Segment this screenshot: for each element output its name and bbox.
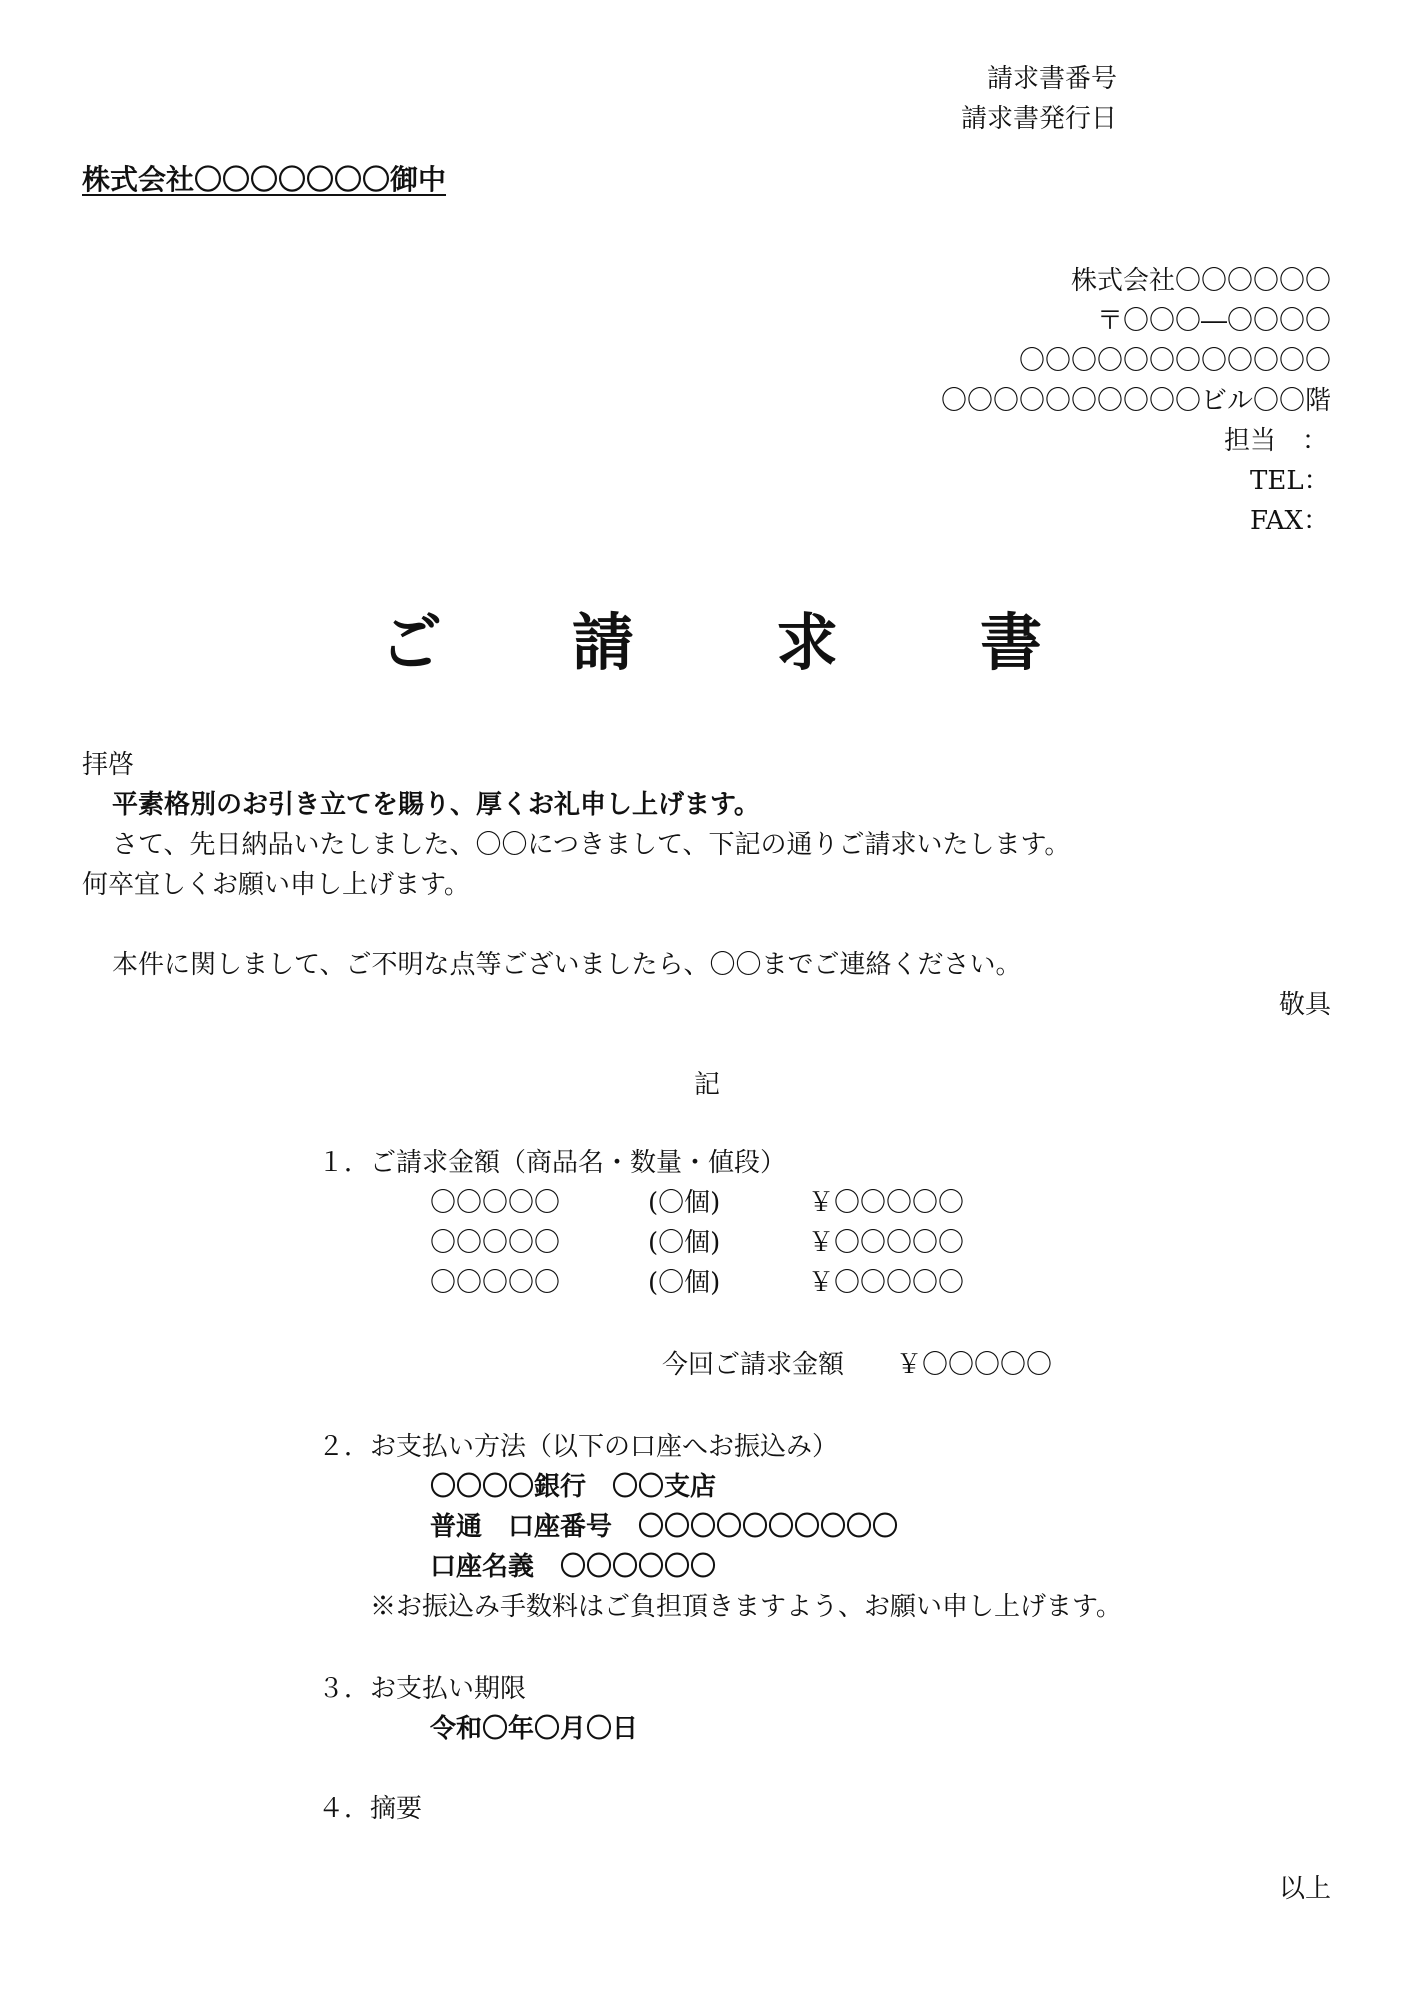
sender-fax-label: FAX：	[1250, 506, 1330, 536]
item-2-qty: (〇個)	[648, 1228, 721, 1258]
section-1-heading: １．ご請求金額（商品名・数量・値段）	[318, 1148, 787, 1178]
sender-contact-label: 担当 ：	[1224, 426, 1329, 456]
bank-name: 〇〇〇〇銀行 〇〇支店	[430, 1472, 717, 1502]
body-line-3: 何卒宜しくお願い申し上げます。	[82, 870, 470, 900]
recipient-name: 株式会社〇〇〇〇〇〇〇御中	[82, 163, 447, 196]
item-2-price: ￥〇〇〇〇〇	[808, 1228, 965, 1258]
item-1-qty: (〇個)	[648, 1188, 721, 1218]
body-line-1: 平素格別のお引き立てを賜り、厚くお礼申し上げます。	[112, 790, 760, 820]
sender-address-2: 〇〇〇〇〇〇〇〇〇〇ビル〇〇階	[940, 386, 1331, 416]
section-3-heading: ３．お支払い期限	[318, 1674, 527, 1704]
item-1-price: ￥〇〇〇〇〇	[808, 1188, 965, 1218]
payment-deadline: 令和〇年〇月〇日	[430, 1714, 639, 1744]
sender-tel-label: TEL：	[1250, 466, 1330, 496]
end-marker: 以上	[1278, 1874, 1331, 1904]
item-3-price: ￥〇〇〇〇〇	[808, 1268, 965, 1298]
title-char-4: 書	[980, 606, 1043, 679]
item-3-name: 〇〇〇〇〇	[430, 1268, 561, 1298]
item-1-name: 〇〇〇〇〇	[430, 1188, 561, 1218]
section-4-heading: ４．摘要	[318, 1794, 423, 1824]
account-holder: 口座名義 〇〇〇〇〇〇	[430, 1552, 717, 1582]
title-char-3: 求	[776, 606, 839, 679]
title-char-1: ご	[380, 606, 443, 679]
sender-address-1: 〇〇〇〇〇〇〇〇〇〇〇〇	[1018, 346, 1331, 376]
sender-company: 株式会社〇〇〇〇〇〇	[1070, 266, 1331, 296]
transfer-fee-note: ※お振込み手数料はご負担頂きますよう、お願い申し上げます。	[370, 1592, 1122, 1622]
issue-date-label: 請求書発行日	[960, 104, 1117, 134]
title-char-2: 請	[572, 606, 635, 679]
total-label: 今回ご請求金額	[662, 1350, 845, 1380]
account-number: 普通 口座番号 〇〇〇〇〇〇〇〇〇〇	[430, 1512, 899, 1542]
total-value: ￥〇〇〇〇〇	[896, 1350, 1053, 1380]
item-2-name: 〇〇〇〇〇	[430, 1228, 561, 1258]
body-line-2: さて、先日納品いたしました、〇〇につきまして、下記の通りご請求いたします。	[112, 830, 1071, 860]
closing-keigu: 敬具	[1278, 990, 1331, 1020]
sender-postal-code: 〒〇〇〇―〇〇〇〇	[1096, 306, 1331, 336]
section-2-heading: ２．お支払い方法（以下の口座へお振込み）	[318, 1432, 839, 1462]
body-line-4: 本件に関しまして、ご不明な点等ございましたら、〇〇までご連絡ください。	[112, 950, 1022, 980]
item-3-qty: (〇個)	[648, 1268, 721, 1298]
invoice-number-label: 請求書番号	[986, 64, 1117, 94]
greeting: 拝啓	[82, 750, 135, 780]
ki-marker: 記	[694, 1070, 721, 1100]
